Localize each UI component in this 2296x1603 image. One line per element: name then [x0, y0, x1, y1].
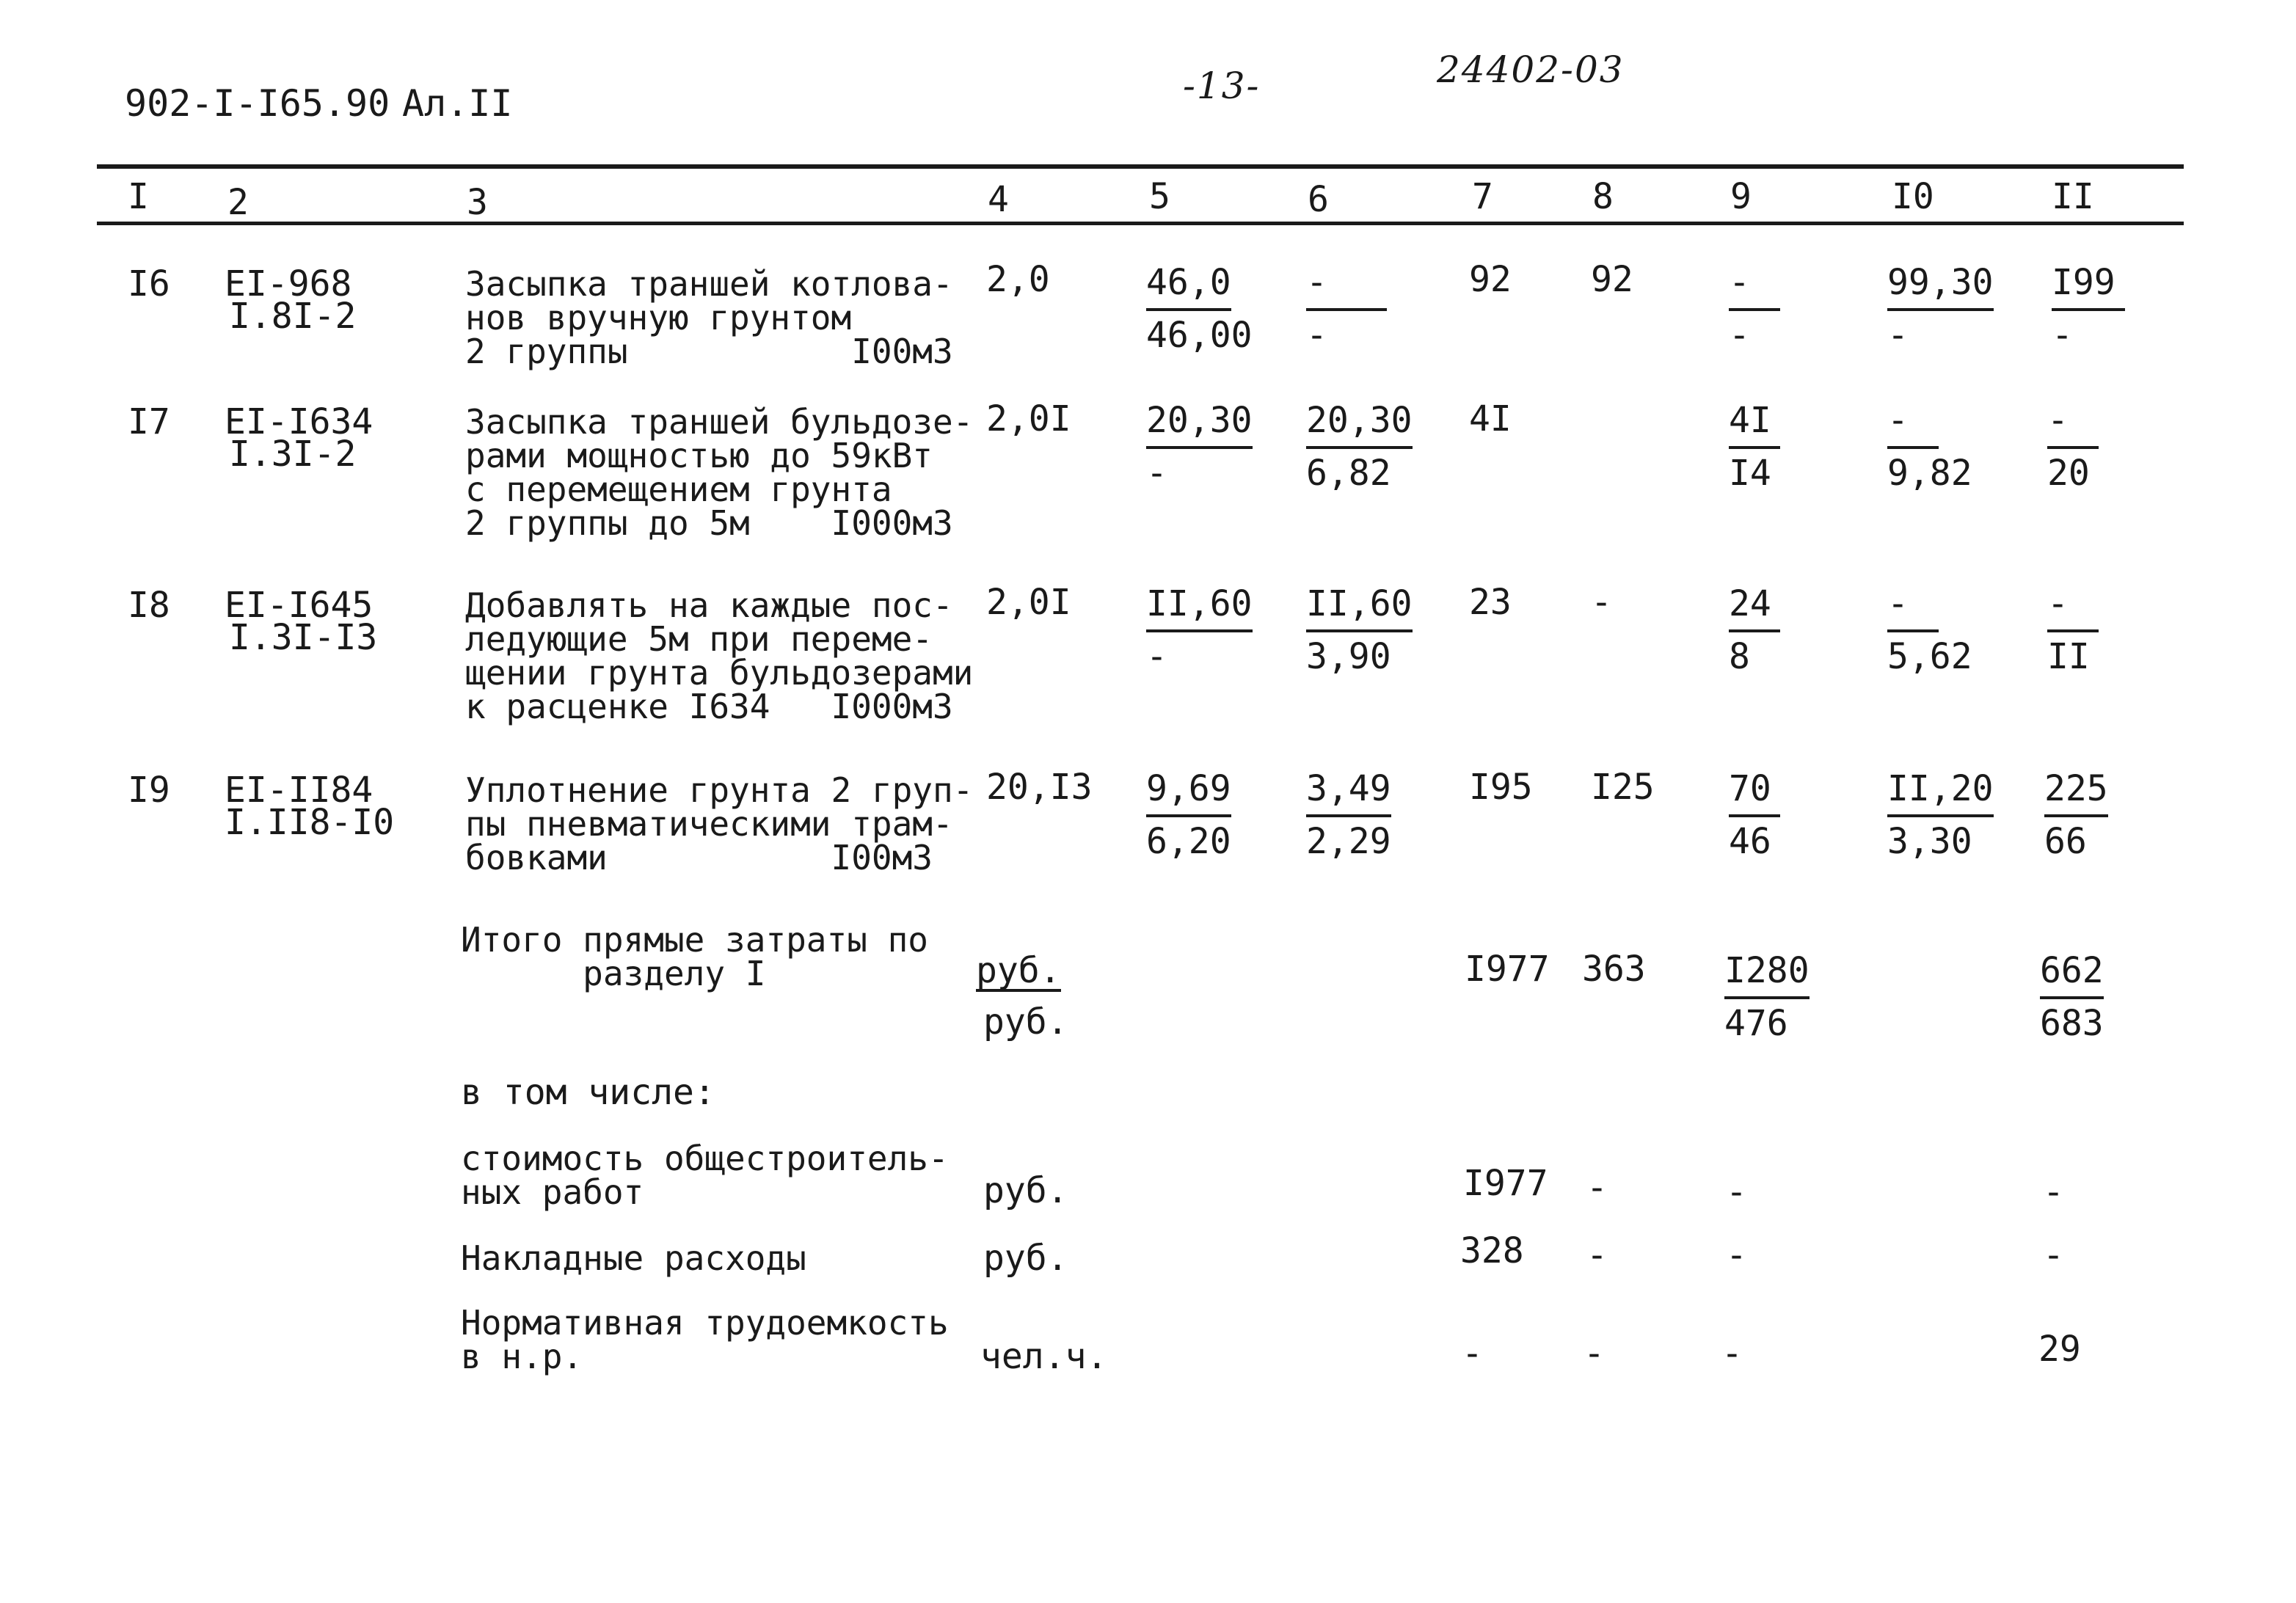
- rate-code: EI-I634: [225, 401, 373, 442]
- labor-total-fraction: I99 -: [2052, 258, 2125, 359]
- general-works-wage: -: [1586, 1167, 1608, 1208]
- col-header-11: II: [2052, 176, 2094, 217]
- labor-unit-fraction: - 5,62: [1887, 580, 1972, 681]
- labor-unit-fraction: 99,30 -: [1887, 258, 1994, 359]
- unit-price-fraction: 20,30 -: [1146, 396, 1253, 497]
- table-top-rule: [97, 164, 2184, 169]
- overhead-unit: руб.: [983, 1238, 1068, 1279]
- overhead-wage: -: [1586, 1235, 1608, 1276]
- handwritten-inventory-code: 24402-03: [1437, 48, 1625, 91]
- labor-unit-fraction: $\frac{II,20}{3,30}$: [1887, 764, 1994, 866]
- wage-price-fraction: $\frac{II,60}{3,90}$: [1306, 580, 1413, 681]
- rate-code: EI-968: [225, 263, 352, 304]
- work-description: Засыпка траншей бульдозе- рами мощностью до 59кВт с перемещением грунта 2 группы до 5м I000м3: [465, 402, 974, 543]
- row-number: I6: [128, 263, 170, 304]
- labor-intensity-wage: -: [1583, 1333, 1605, 1374]
- col-header-6: 6: [1308, 179, 1329, 220]
- col-header-4: 4: [988, 179, 1009, 220]
- col-header-3: 3: [467, 182, 488, 223]
- labor-total-fraction: - II: [2047, 580, 2099, 681]
- rate-code: EI-II84: [225, 770, 373, 811]
- total-unit-bottom: руб.: [983, 1001, 1068, 1043]
- col-header-8: 8: [1592, 176, 1614, 217]
- general-works-cost: I977: [1463, 1163, 1548, 1204]
- wage-price-fraction: - -: [1306, 258, 1387, 359]
- total-cost: 4I: [1469, 398, 1512, 439]
- overhead-machine: -: [1726, 1235, 1747, 1276]
- machine-cost-fraction: $\frac{24}{8}$: [1729, 580, 1780, 681]
- machine-cost-fraction: - -: [1729, 258, 1780, 359]
- machine-cost-fraction: $\frac{4I}{I4}$: [1729, 396, 1780, 497]
- quantity: 2,0I: [986, 582, 1071, 623]
- col-header-10: I0: [1892, 176, 1934, 217]
- norm-code: I.II8-I0: [225, 802, 395, 843]
- wage-cost: -: [1591, 582, 1612, 623]
- overhead-label: Накладные расходы: [461, 1238, 806, 1278]
- norm-code: I.8I-2: [229, 296, 357, 337]
- overhead-labor: -: [2043, 1235, 2064, 1276]
- album-number: Ал.II: [402, 82, 513, 125]
- labor-total-fraction: $\frac{225}{66}$: [2044, 764, 2108, 866]
- unit-price-fraction: II,60 -: [1146, 580, 1253, 681]
- general-works-machine: -: [1726, 1172, 1747, 1213]
- machine-cost-fraction: $\frac{70}{46}$: [1729, 764, 1780, 866]
- total-machine-cost-fraction: $\frac{I280}{476}$: [1724, 946, 1810, 1048]
- work-description: Добавлять на каждые пос- ледующие 5м при переме- щении грунта бульдозерами к расценке I634 I000м3: [465, 585, 974, 726]
- unit-price-fraction: $\frac{46,0}{46,00}$: [1146, 258, 1253, 359]
- labor-intensity-unit: чел.ч.: [980, 1336, 1108, 1377]
- wage-price-fraction: $\frac{20,30}{6,82}$: [1306, 396, 1413, 497]
- labor-intensity-cost: -: [1462, 1333, 1483, 1374]
- wage-cost: I25: [1591, 767, 1655, 808]
- total-labor-fraction: $\frac{662}{683}$: [2040, 946, 2104, 1048]
- general-works-labor: -: [2043, 1172, 2064, 1213]
- col-header-7: 7: [1472, 176, 1493, 217]
- unit-price-fraction: $\frac{9,69}{6,20}$: [1146, 764, 1231, 866]
- col-header-1: I: [128, 176, 149, 217]
- rate-code: EI-I645: [225, 585, 373, 626]
- work-description: Засыпка траншей котлова- нов вручную грунтом 2 группы I00м3: [465, 264, 953, 371]
- general-works-label: стоимость общестроитель- ных работ: [461, 1139, 949, 1212]
- col-header-9: 9: [1730, 176, 1752, 217]
- quantity: 2,0: [986, 259, 1050, 300]
- labor-intensity-machine: -: [1721, 1333, 1743, 1374]
- total-cost: I95: [1469, 767, 1533, 808]
- table-header-rule: [97, 222, 2184, 225]
- general-works-unit: руб.: [983, 1170, 1068, 1211]
- total-wage-cost: 363: [1582, 949, 1646, 990]
- norm-code: I.3I-2: [229, 434, 357, 475]
- including-label: в том числе:: [461, 1072, 715, 1113]
- total-cost: 23: [1469, 582, 1512, 623]
- labor-total-fraction: - 20: [2047, 396, 2099, 497]
- labor-intensity-label: Нормативная трудоемкость в н.р.: [461, 1303, 949, 1376]
- work-description: Уплотнение грунта 2 груп- пы пневматическими трам- бовками I00м3: [465, 770, 974, 877]
- document-code: 902-I-I65.90: [125, 82, 390, 125]
- col-header-2: 2: [227, 182, 249, 223]
- quantity: 2,0I: [986, 398, 1071, 439]
- wage-price-fraction: $\frac{3,49}{2,29}$: [1306, 764, 1391, 866]
- wage-cost: 92: [1591, 259, 1633, 300]
- labor-unit-fraction: - 9,82: [1887, 396, 1972, 497]
- quantity: 20,I3: [986, 767, 1093, 808]
- overhead-cost: 328: [1460, 1230, 1524, 1271]
- total-label: Итого прямые затраты по разделу I: [461, 920, 928, 993]
- row-number: I9: [128, 770, 170, 811]
- labor-intensity-total: 29: [2038, 1329, 2081, 1370]
- total-cost: I977: [1465, 949, 1550, 990]
- total-unit-top: руб.: [976, 950, 1061, 991]
- row-number: I7: [128, 401, 170, 442]
- row-number: I8: [128, 585, 170, 626]
- total-cost: 92: [1469, 259, 1512, 300]
- norm-code: I.3I-I3: [229, 617, 378, 658]
- page-number: -13-: [1183, 65, 1261, 107]
- col-header-5: 5: [1149, 176, 1170, 217]
